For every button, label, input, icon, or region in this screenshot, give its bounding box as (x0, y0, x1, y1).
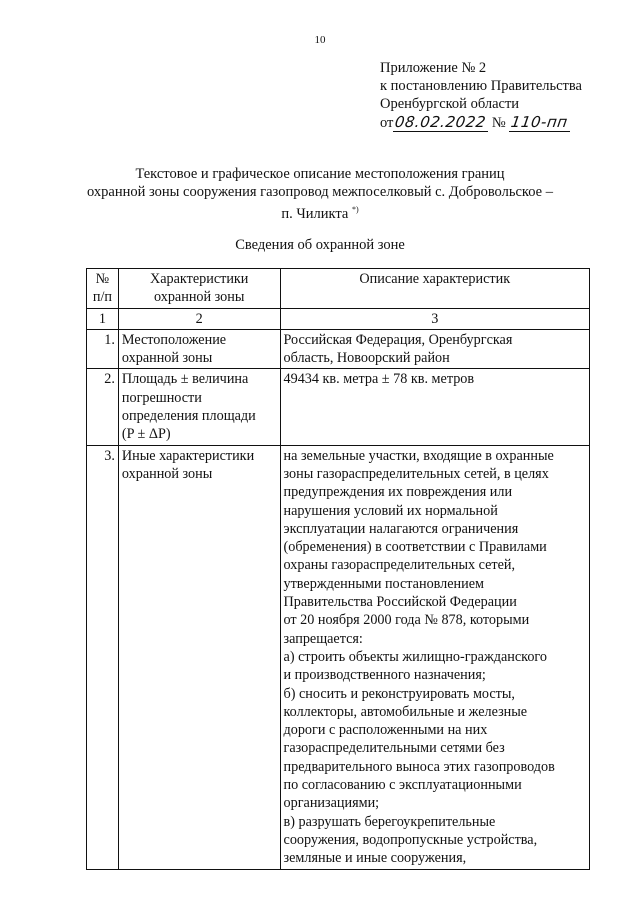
title-line-1: Текстовое и графическое описание местоположения границ (135, 166, 505, 182)
description-line: сооружения, водопропускные устройства, (283, 831, 538, 848)
index-cell-2: 2 (118, 308, 280, 329)
row-description (280, 369, 589, 445)
row-description (280, 445, 589, 869)
row-description (280, 329, 589, 369)
characteristic-line: (P ± ΔP) (121, 426, 171, 443)
description-line: земляные и иные сооружения, (283, 850, 467, 867)
row-characteristic (118, 369, 280, 445)
table-row (87, 329, 590, 369)
table-row (87, 369, 590, 445)
table-index-row (87, 308, 590, 329)
characteristic-line: погрешности (121, 389, 202, 406)
page-number: 10 (314, 34, 326, 46)
description-line: нарушения условий их нормальной (283, 502, 498, 519)
title-line-2: охранной зоны сооружения газопровод межпоселковый с. Добровольское – (87, 184, 553, 200)
number-prefix: № (491, 115, 506, 131)
header-description-text: Описание характеристик (359, 271, 511, 287)
footnote-mark: *) (351, 205, 359, 214)
description-line: дороги с расположенными на них (283, 722, 488, 739)
title-line-3 (0, 201, 640, 223)
header-number-text: п/п (92, 289, 113, 306)
title-line-3-text: п. Чиликта (281, 205, 349, 222)
handwritten-number: 110-пп (510, 113, 570, 131)
description-line: запрещается: (283, 630, 363, 647)
description-line: а) строить объекты жилищно-гражданского (283, 648, 547, 665)
appendix-line-1: Приложение № 2 (380, 60, 487, 76)
description-line: Российская Федерация, Оренбургская (283, 331, 513, 348)
index-cell-1: 1 (87, 308, 119, 329)
appendix-line-3: Оренбургской области (380, 96, 520, 112)
zone-info-table (86, 268, 590, 870)
appendix-header (380, 59, 582, 132)
description-line: Правительства Российской Федерации (283, 594, 517, 611)
characteristic-line: охранной зоны (121, 350, 213, 367)
row-number: 2. (87, 369, 119, 445)
characteristic-line: охранной зоны (121, 465, 213, 482)
row-number: 3. (87, 445, 119, 869)
characteristic-line: Местоположение (121, 331, 227, 348)
row-characteristic (118, 445, 280, 869)
description-line: в) разрушать берегоукрепительные (283, 813, 496, 830)
description-line: (обременения) в соответствии с Правилами (283, 539, 547, 556)
row-characteristic (118, 329, 280, 369)
description-line: и производственного назначения; (283, 667, 486, 684)
description-line: б) сносить и реконструировать мосты, (283, 685, 515, 702)
description-line: охраны газораспределительных сетей, (283, 557, 516, 574)
characteristic-line: определения площади (121, 408, 256, 425)
header-characteristic (118, 269, 280, 309)
appendix-line-2: к постановлению Правительства (380, 78, 582, 94)
date-prefix: от (380, 115, 394, 131)
index-cell-3: 3 (280, 308, 589, 329)
appendix-date-line (380, 113, 582, 132)
description-line: на земельные участки, входящие в охранные (283, 447, 554, 464)
description-line: газораспределительными сетями без (283, 740, 505, 757)
header-number-text: № (95, 271, 110, 287)
document-title (0, 165, 640, 223)
header-description (280, 269, 589, 309)
row-number: 1. (87, 329, 119, 369)
description-line: от 20 ноября 2000 года № 878, которыми (283, 612, 530, 629)
description-line: коллекторы, автомобильные и железные (283, 703, 528, 720)
table-row (87, 445, 590, 869)
header-characteristic-text: Характеристики (150, 271, 249, 287)
handwritten-date: 08.02.2022 (394, 113, 488, 131)
description-line: по согласованию с эксплуатационными (283, 777, 522, 794)
section-subtitle: Сведения об охранной зоне (235, 237, 405, 253)
description-line: организациями; (283, 795, 380, 812)
description-line: 49434 кв. метра ± 78 кв. метров (283, 371, 475, 388)
description-line: предварительного выноса этих газопроводов (283, 758, 555, 775)
description-line: эксплуатации налагаются ограничения (283, 520, 519, 537)
characteristic-line: Площадь ± величина (121, 371, 249, 388)
description-line: зоны газораспределительных сетей, в целях (283, 465, 549, 482)
description-line: область, Новоорский район (283, 350, 450, 367)
header-number (87, 269, 119, 309)
characteristic-line: Иные характеристики (121, 447, 255, 464)
header-characteristic-text: охранной зоны (154, 289, 245, 306)
table-header-row (87, 269, 590, 309)
description-line: утвержденными постановлением (283, 575, 485, 592)
description-line: предупреждения их повреждения или (283, 484, 513, 501)
